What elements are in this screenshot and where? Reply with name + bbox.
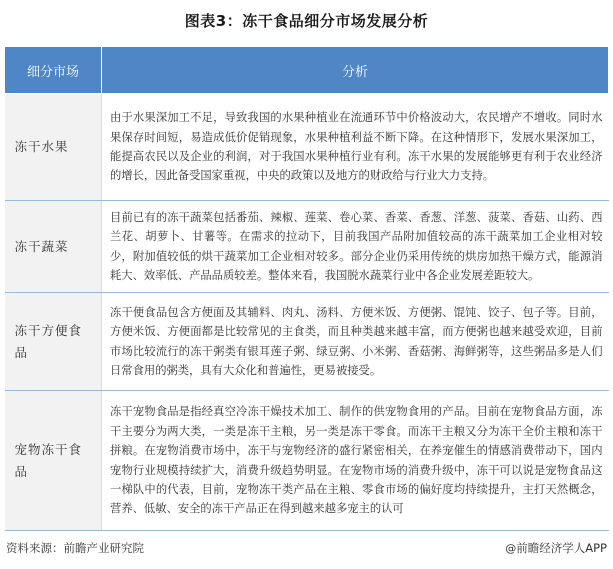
table-row (5, 391, 609, 531)
analysis-cell: 冻干宠物食品是指经真空冷冻干燥技术加工、制作的供宠物食用的产品。目前在宠物食品方面，冻干主要分为两大类，一类是冻干主粮，另一类是冻干零食。而冻干主粮又分为冻干全价主粮和冻干拼粮。在宠物消费市场中，冻干与宠物经济的盛行紧密相关，在养宠催生的情感消费带动下，国内宠物行业规模持续扩大，消费升级趋势明显。在宠物市场的消费升级中，冻干可以说是宠物食品这一梯队中的代表，目前，宠物冻干类产品在主粮、零食市场的偏好度均持续提升，主打天然概念，营养、低敏、安全的冻干产品正在得到越来越多宠主的认可 (102, 391, 609, 531)
table-row (5, 293, 609, 391)
segment-cell: 冻干水果 (5, 94, 102, 201)
analysis-cell: 目前已有的冻干蔬菜包括番茄、辣椒、莲菜、卷心菜、香菜、香葱、洋葱、菠菜、香菇、山药、西兰花、胡萝卜、甘薯等。在需求的拉动下，目前我国产品附加值较高的冻干蔬菜加工企业相对较少，附加值较低的烘干蔬菜加工企业相对较多。部分企业仍采用传统的烘房加热干燥方式，能源消耗大、效率低、产品品质较差。整体来看，我国脱水蔬菜行业中各企业发展差距较大。 (102, 201, 609, 293)
segment-column-header: 细分市场 (5, 47, 102, 94)
table-header-row (5, 47, 609, 94)
segment-cell: 冻干方便食品 (5, 293, 102, 391)
table-row (5, 201, 609, 293)
segment-analysis-table (4, 46, 609, 531)
analysis-cell: 冻干便食品包含方便面及其辅料、肉丸、汤料、方便米饭、方便粥、馄饨、饺子、包子等。目前，方便米饭、方便面都是比较常见的主食类，而且种类越来越丰富，而方便粥也越来越受欢迎，目前市场比较流行的冻干粥类有银耳莲子粥、绿豆粥、小米粥、香菇粥、海鲜粥等，这些粥品多是人们日常食用的粥类，具有大众化和普遍性，更易被接受。 (102, 293, 609, 391)
copyright-icon: @ (505, 542, 517, 555)
analysis-column-header: 分析 (102, 47, 609, 94)
brand-credit (505, 540, 607, 556)
figure-title: 图表3：冻干食品细分市场发展分析 (184, 12, 429, 30)
segment-cell: 宠物冻干食品 (5, 391, 102, 531)
source-note: 资料来源：前瞻产业研究院 (6, 541, 144, 555)
analysis-cell: 由于水果深加工不足，导致我国的水果种植业在流通环节中价格波动大，农民增产不增收。同时水果保存时间短，易造成低价促销现象，水果种植利益不断下降。在这种情形下，发展水果深加工，能提高农民以及企业的利润，对于我国水果种植行业有利。冻干水果的发展能够更有利于农业经济的增长，因此备受国家重视，中央的政策以及地方的财政给与行业大力支持。 (102, 94, 609, 201)
segment-cell: 冻干蔬菜 (5, 201, 102, 293)
table-row (5, 94, 609, 201)
brand-name: 前瞻经济学人APP (516, 541, 607, 555)
